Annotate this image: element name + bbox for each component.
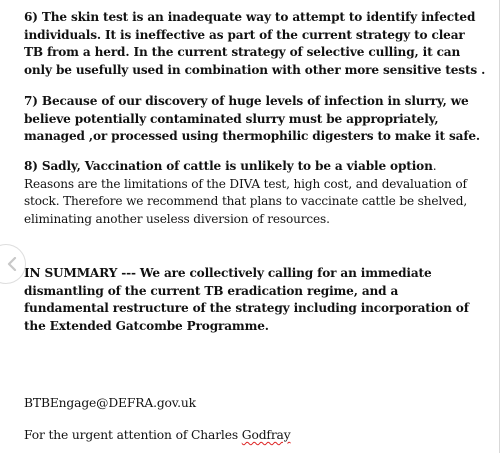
summary-paragraph: IN SUMMARY --- We are collectively calling for an immediate dismantling of the current TB eradication regime, and a fundamental restructure of the strategy including incorporation of the Extended Gatcombe Programme.	[24, 266, 469, 333]
point-8-paragraph	[24, 158, 486, 228]
point-8-bold-text: 8) Sadly, Vaccination of cattle is unlikely to be a viable option	[24, 159, 433, 173]
attention-prefix: For the urgent attention of Charles	[24, 428, 242, 442]
attention-name: Godfray	[241, 428, 291, 442]
email-address: BTBEngage@DEFRA.gov.uk	[24, 396, 196, 410]
point-8-text: . Reasons are the limitations of the DIVA test, high cost, and devaluation of stock. Therefore we recommend that plans to vaccinate cattle be shelved, eliminating another useless diversion of resources.	[24, 159, 468, 226]
attention-line	[24, 427, 486, 445]
point-7-paragraph: 7) Because of our discovery of huge levels of infection in slurry, we believe potentially contaminated slurry must be appropriately, managed ,or processed using thermophilic digesters to make it safe.	[24, 94, 480, 143]
point-6-paragraph: 6) The skin test is an inadequate way to attempt to identify infected individuals. It is ineffective as part of the current strategy to clear TB from a herd. In the current strategy of selective culling, it can only be usefully used in combination with other more sensitive tests .	[24, 10, 486, 77]
chevron-left-icon	[7, 257, 17, 271]
